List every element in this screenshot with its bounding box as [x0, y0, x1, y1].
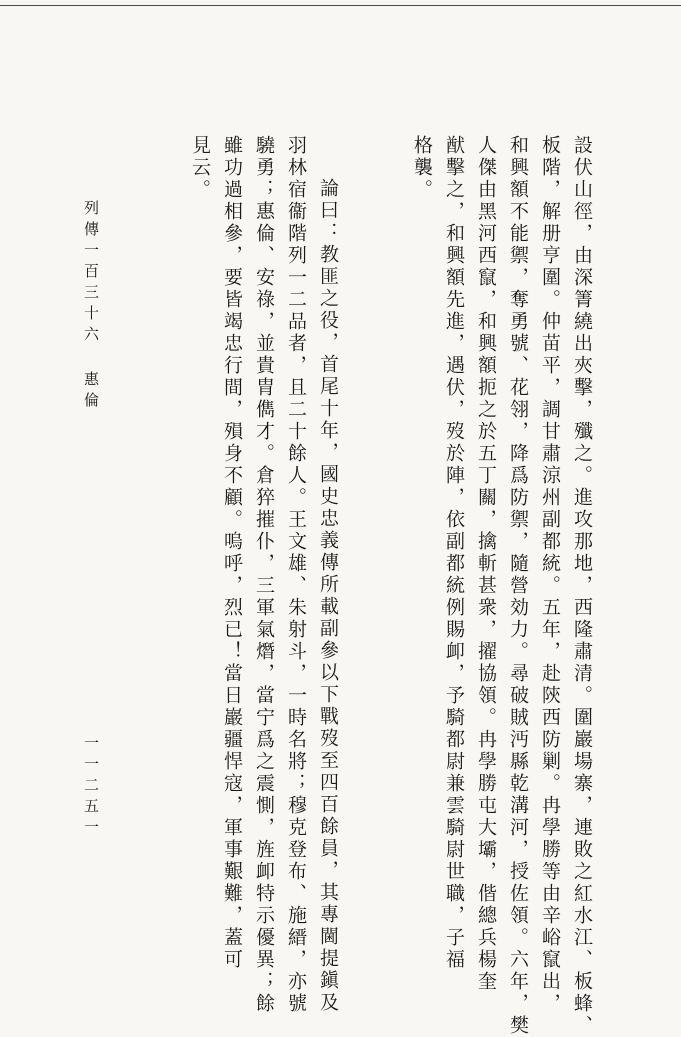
text-column-4: 人傑由黑河西竄，和興額扼之於五丁關，擒斬甚衆，擢協領。冉學勝屯大壩，偕總兵楊奎	[475, 135, 497, 993]
lunyue-column-5: 見云。	[189, 135, 211, 201]
text-column-5: 猷擊之，和興額先進，遇伏，歿於陣，依副都統例賜卹，予騎都尉兼雲騎尉世職，子福	[443, 135, 465, 971]
page-number: 一一二五一	[82, 735, 100, 840]
text-column-3: 和興額不能禦，奪勇號、花翎，降爲防禦，隨營効力。尋破賊沔縣乾溝河，授佐領。六年，樊	[507, 135, 529, 1037]
lunyue-column-1: 論曰：教匪之役，首尾十年，國史忠義傳所載副參以下戰歿至四百餘員，其專閫提鎭及	[317, 178, 339, 1014]
top-border-rule	[0, 5, 681, 6]
lunyue-column-3: 驍勇；惠倫、安祿，並貴胄儁才。倉猝摧仆，三軍氣熸，當宁爲之震惻，旌卹特示優異；餘	[253, 135, 275, 1015]
lunyue-column-2: 羽林宿衞階列一二品者，且二十餘人。王文雄、朱射斗，一時名將；穆克登布、施縉，亦號	[285, 135, 307, 1015]
text-column-2: 板階，解册亨圍。仲苗平，調甘肅涼州副都統。五年，赴陝西防剿。冉學勝等由辛峪竄出，	[539, 135, 561, 1015]
lunyue-column-4: 雖功過相參，要皆竭忠行間，殞身不顧。嗚呼，烈已！當日巖疆悍寇，軍事艱難，蓋可	[221, 135, 243, 971]
text-column-1: 設伏山徑，由深箐繞出夾擊，殲之。進攻那地，西隆肅清。圍巖場寨，連敗之紅水江、板蜂、	[571, 135, 593, 1037]
text-column-6: 格襲。	[411, 135, 433, 201]
running-title: 列傳一百三十六 惠倫	[82, 200, 100, 413]
